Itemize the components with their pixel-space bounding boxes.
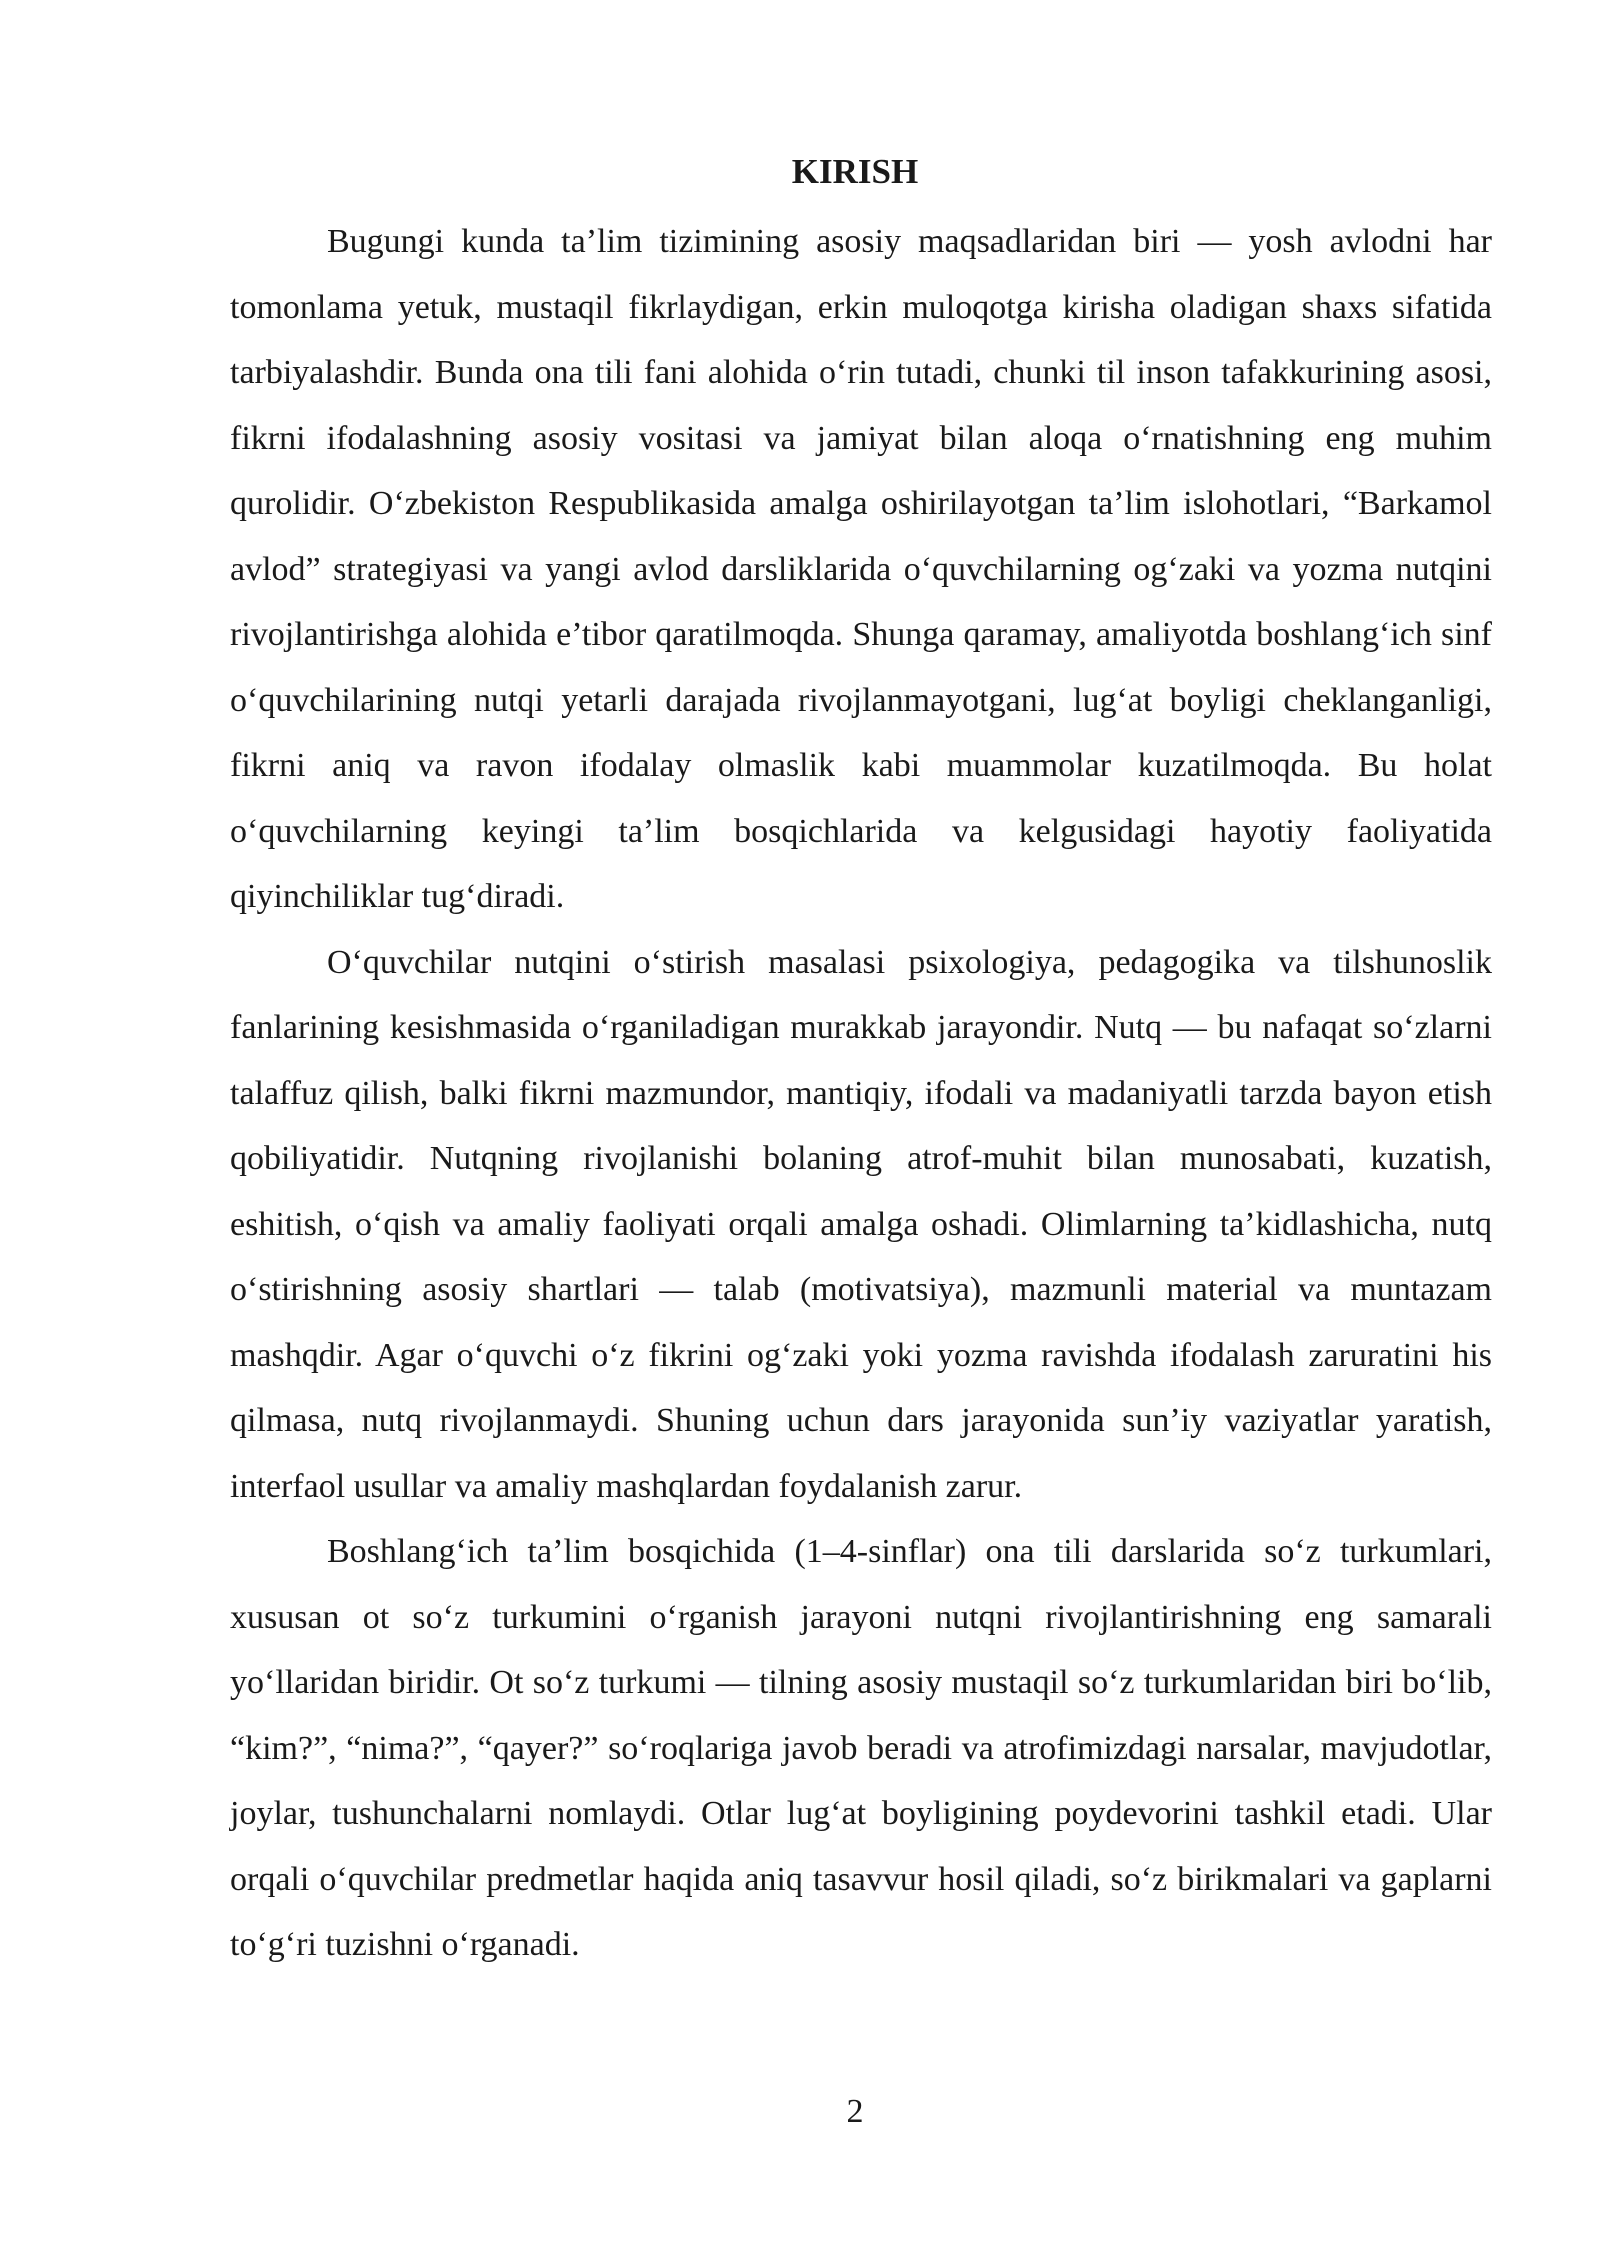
paragraph-3: Boshlang‘ich ta’lim bosqichida (1–4-sinflar) ona tili darslarida so‘z turkumlari, xususan ot so‘z turkumini o‘rganish jarayoni nutqni rivojlantirishning eng samarali yo‘llaridan biridir. Ot so‘z turkumi — tilning asosiy mustaqil so‘z turkumlaridan biri bo‘lib, “kim?”, “nima?”, “qayer?” so‘roqlariga javob beradi va atrofimizdagi narsalar, mavjudotlar, joylar, tushunchalarni nomlaydi. Otlar lug‘at boyligining poydevorini tashkil etadi. Ular orqali o‘quvchilar predmetlar haqida aniq tasavvur hosil qiladi, so‘z birikmalari va gaplarni to‘g‘ri tuzishni o‘rganadi. bbox=[230, 1533, 1492, 1963]
paragraph-2: O‘quvchilar nutqini o‘stirish masalasi psixologiya, pedagogika va tilshunoslik fanlarining kesishmasida o‘rganiladigan murakkab jarayondir. Nutq — bu nafaqat so‘zlarni talaffuz qilish, balki fikrni mazmundor, mantiqiy, ifodali va madaniyatli tarzda bayon etish qobiliyatidir. Nutqning rivojlanishi bolaning atrof-muhit bilan munosabati, kuzatish, eshitish, o‘qish va amaliy faoliyati orqali amalga oshadi. Olimlarning ta’kidlashicha, nutq o‘stirishning asosiy shartlari — talab (motivatsiya), mazmunli material va muntazam mashqdir. Agar o‘quvchi o‘z fikrini og‘zaki yoki yozma ravishda ifodalash zaruratini his qilmasa, nutq rivojlanmaydi. Shuning uchun dars jarayonida sun’iy vaziyatlar yaratish, interfaol usullar va amaliy mashqlardan foydalanish zarur. bbox=[230, 943, 1492, 1505]
paragraph-1: Bugungi kunda ta’lim tizimining asosiy maqsadlaridan biri — yosh avlodni har tomonlama yetuk, mustaqil fikrlaydigan, erkin muloqotga kirisha oladigan shaxs sifatida tarbiyalashdir. Bunda ona tili fani alohida o‘rin tutadi, chunki til inson tafakkurining asosi, fikrni ifodalashning asosiy vositasi va jamiyat bilan aloqa o‘rnatishning eng muhim qurolidir. O‘zbekiston Respublikasida amalga oshirilayotgan ta’lim islohotlari, “Barkamol avlod” strategiyasi va yangi avlod darsliklarida o‘quvchilarning og‘zaki va yozma nutqini rivojlantirishga alohida e’tibor qaratilmoqda. Shunga qaramay, amaliyotda boshlang‘ich sinf o‘quvchilarining nutqi yetarli darajada rivojlanmayotgani, lug‘at boyligi cheklanganligi, fikrni aniq va ravon ifodalay olmaslik kabi muammolar kuzatilmoqda. Bu holat o‘quvchilarning keyingi ta’lim bosqichlarida va kelgusidagi hayotiy faoliyatida qiyinchiliklar tug‘diradi. bbox=[230, 223, 1492, 915]
page-number: 2 bbox=[846, 2093, 864, 2130]
section-heading: KIRISH bbox=[791, 152, 919, 191]
body-text bbox=[230, 209, 1492, 1978]
